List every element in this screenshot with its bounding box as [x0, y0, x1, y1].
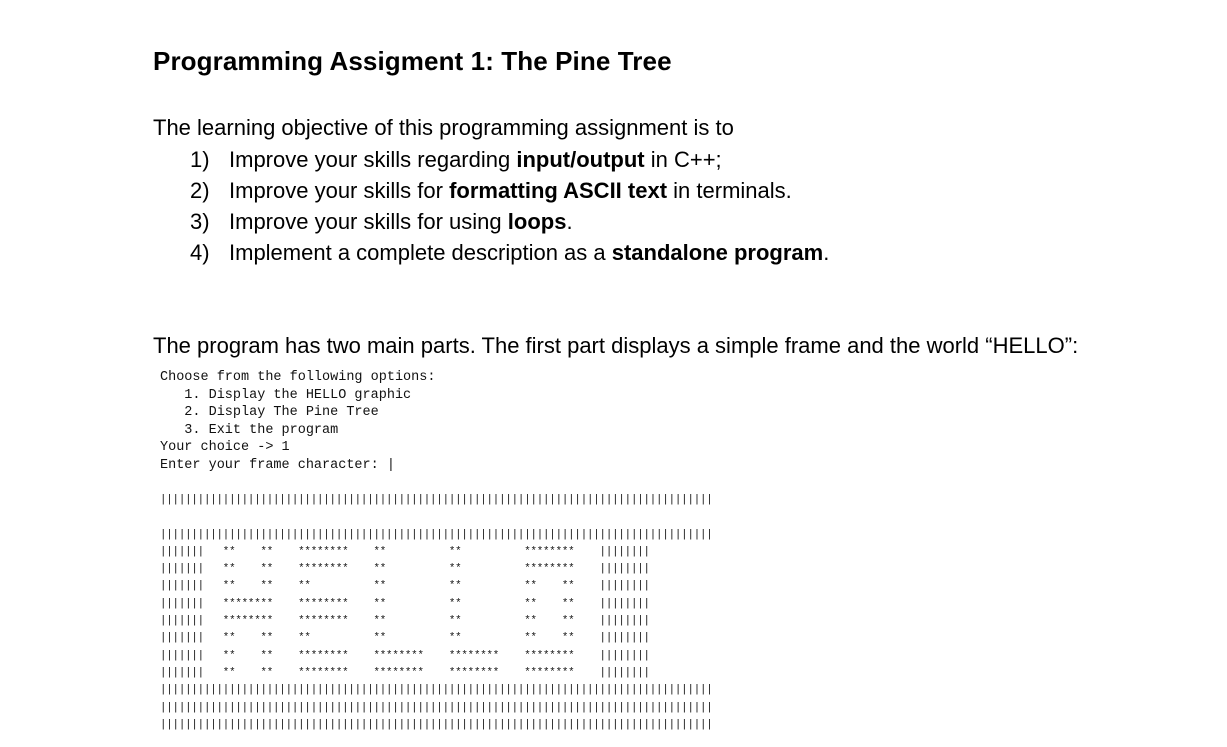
- ascii-row: ||||||| ** ** ******** ** ** ******** ||||||||: [160, 563, 650, 576]
- ascii-row: ||||||| ** ** ******** ******** ******** ******** ||||||||: [160, 649, 650, 662]
- objective-number: 3): [190, 209, 210, 234]
- ascii-row: ||||||| ** ** ** ** ** ** ** ||||||||: [160, 580, 650, 593]
- terminal-line: Your choice -> 1: [160, 440, 290, 456]
- ascii-row: ||||||||||||||||||||||||||||||||||||||||||||||||||||||||||||||||||||||||||||||||||||||||: [160, 494, 713, 506]
- ascii-row: ||||||| ** ** ** ** ** ** ** ||||||||: [160, 632, 650, 645]
- objective-text: Improve your skills for using: [229, 209, 508, 234]
- page-title: Programming Assigment 1: The Pine Tree: [153, 46, 672, 76]
- ascii-row: ||||||||||||||||||||||||||||||||||||||||||||||||||||||||||||||||||||||||||||||||||||||||: [160, 718, 713, 731]
- ascii-row: ||||||| ******** ******** ** ** ** ** ||||||||: [160, 615, 650, 628]
- ascii-row: ||||||| ** ** ******** ******** ******** ******** ||||||||: [160, 666, 650, 679]
- hello-ascii-art: [160, 492, 713, 734]
- objective-number: 1): [190, 147, 210, 172]
- terminal-line: 3. Exit the program: [160, 422, 339, 438]
- terminal-line: 2. Display The Pine Tree: [160, 405, 379, 421]
- ascii-row: ||||||| ** ** ******** ** ** ******** ||||||||: [160, 545, 650, 558]
- terminal-output: [160, 369, 435, 475]
- objective-item: [190, 146, 829, 177]
- objective-number: 4): [190, 240, 210, 265]
- parts-intro: The program has two main parts. The first part displays a simple frame and the world “HELLO”:: [153, 333, 1079, 358]
- terminal-line: 1. Display the HELLO graphic: [160, 387, 412, 403]
- objective-text-end: .: [823, 240, 830, 265]
- objective-keyword: formatting ASCII text: [449, 178, 668, 203]
- ascii-row: ||||||||||||||||||||||||||||||||||||||||||||||||||||||||||||||||||||||||||||||||||||||||: [160, 684, 713, 697]
- objective-text: Implement a complete description as a: [229, 240, 612, 265]
- objective-item: [190, 208, 829, 239]
- objective-keyword: loops: [507, 209, 567, 234]
- objective-keyword: standalone program: [611, 240, 824, 265]
- ascii-row: ||||||| ******** ******** ** ** ** ** ||||||||: [160, 597, 650, 610]
- objective-item: [190, 239, 829, 270]
- ascii-row: ||||||||||||||||||||||||||||||||||||||||||||||||||||||||||||||||||||||||||||||||||||||||: [160, 701, 713, 714]
- objective-item: [190, 177, 829, 208]
- objective-text: Improve your skills for: [229, 178, 450, 203]
- ascii-row: ||||||||||||||||||||||||||||||||||||||||||||||||||||||||||||||||||||||||||||||||||||||||: [160, 528, 713, 541]
- objective-number: 2): [190, 178, 210, 203]
- objective-text-end: .: [566, 209, 573, 234]
- objective-text-end: in C++;: [644, 147, 722, 172]
- objective-text: Improve your skills regarding: [229, 147, 517, 172]
- objective-keyword: input/output: [516, 147, 645, 172]
- objectives-list: [190, 146, 829, 270]
- terminal-line: Enter your frame character: |: [160, 457, 395, 473]
- objective-text-end: in terminals.: [667, 178, 792, 203]
- ascii-row: [160, 509, 713, 526]
- intro-text: The learning objective of this programming assignment is to: [153, 115, 734, 140]
- terminal-line: Choose from the following options:: [160, 370, 436, 385]
